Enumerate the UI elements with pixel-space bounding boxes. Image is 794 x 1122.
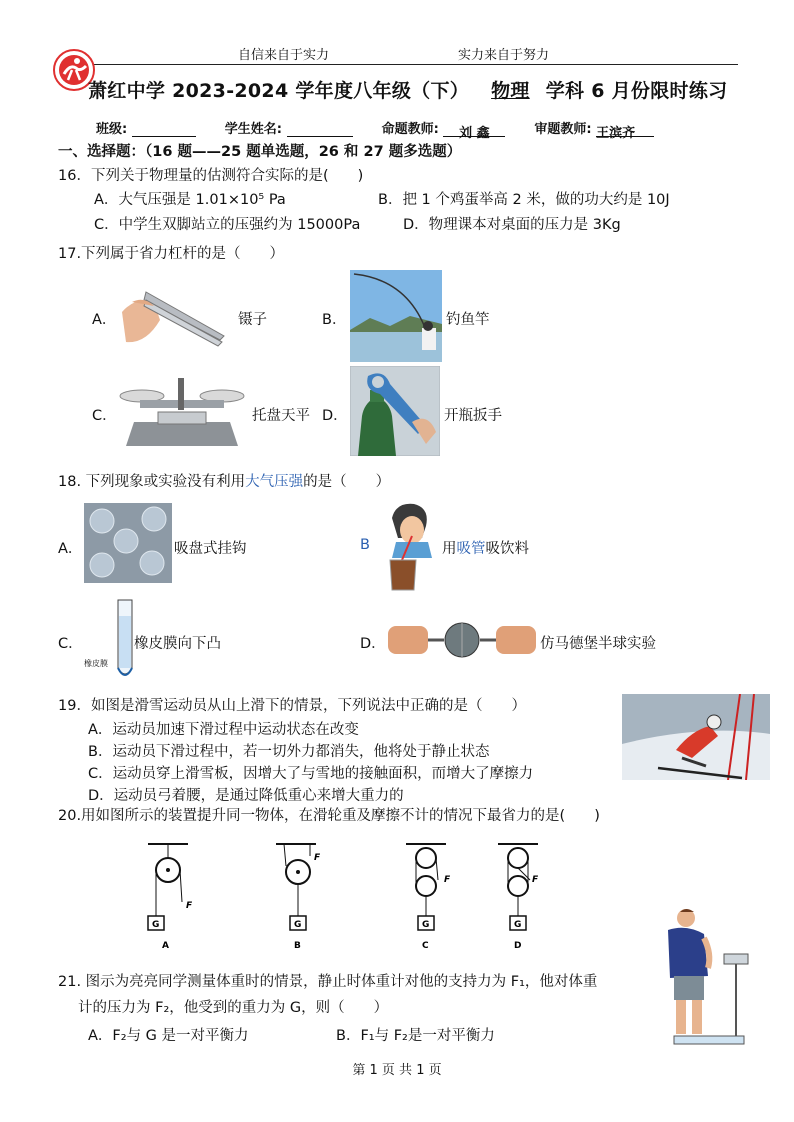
q16-option-d: D．物理课本对桌面的压力是 3Kg bbox=[403, 217, 621, 233]
motto-left: 自信来自于实力 bbox=[238, 48, 330, 63]
q19-option-b: B．运动员下滑过程中，若一切外力都消失，他将处于静止状态 bbox=[88, 744, 490, 760]
pulley-b-force: F bbox=[314, 853, 321, 863]
page-title bbox=[88, 76, 727, 103]
pulley-c-label: C bbox=[422, 941, 429, 951]
name-field[interactable] bbox=[287, 122, 353, 137]
q18-a-letter: A． bbox=[58, 541, 83, 557]
page-footer: 第 1 页 共 1 页 bbox=[352, 1063, 442, 1078]
q18-stem-highlight: 大气压强 bbox=[245, 474, 304, 490]
q18-c-label: 橡皮膜向下凸 bbox=[134, 636, 221, 652]
suction-hooks-image bbox=[84, 503, 172, 583]
setter-label: 命题教师: bbox=[381, 122, 439, 137]
pulley-b-label: B bbox=[294, 941, 301, 951]
q19-option-c: C．运动员穿上滑雪板，因增大了与雪地的接触面积，而增大了摩擦力 bbox=[88, 766, 534, 782]
pulley-diagram-d bbox=[498, 844, 538, 930]
pulley-d-weight: G bbox=[514, 920, 522, 930]
pulley-diagram-c bbox=[406, 844, 446, 930]
class-field[interactable] bbox=[132, 122, 196, 137]
skier-image bbox=[622, 694, 770, 780]
tweezers-image bbox=[116, 272, 230, 362]
motto-right: 实力来自于努力 bbox=[458, 48, 550, 63]
q21-option-b: B．F₁与 F₂是一对平衡力 bbox=[336, 1028, 495, 1044]
q17-stem: 17.下列属于省力杠杆的是（ ） bbox=[58, 246, 285, 262]
q21-line1: 21. 图示为亮亮同学测量体重时的情景，静止时体重计对他的支持力为 F₁，他对体重 bbox=[58, 974, 598, 990]
weighing-scale-image bbox=[656, 904, 752, 1050]
reviewer-name: 王滨齐 bbox=[596, 122, 654, 137]
header-rule bbox=[60, 64, 738, 65]
q17-c-letter: C． bbox=[92, 408, 117, 424]
q18-b-label bbox=[442, 537, 529, 558]
q18-stem-post: 的是（ ） bbox=[303, 474, 391, 490]
q20-stem: 20.用如图所示的装置提升同一物体，在滑轮重及摩擦不计的情况下最省力的是( ) bbox=[58, 808, 600, 824]
q21-option-a: A．F₂与 G 是一对平衡力 bbox=[88, 1028, 249, 1044]
section-title: 一、选择题：（16 题——25 题单选题，26 和 27 题多选题） bbox=[58, 144, 462, 160]
q17-b-letter: B． bbox=[322, 312, 347, 328]
pulley-diagram-b bbox=[276, 844, 316, 930]
straw-drinking-image bbox=[382, 498, 438, 592]
fishing-rod-image bbox=[350, 270, 442, 362]
magdeburg-hemispheres-image bbox=[388, 620, 536, 660]
q16-option-c: C．中学生双脚站立的压强约为 15000Pa bbox=[94, 217, 361, 233]
pulley-a-label: A bbox=[162, 941, 169, 951]
setter-name: 刘 鑫 bbox=[443, 122, 505, 137]
title-pre: 萧红中学 2023-2024 学年度八年级（下） bbox=[88, 80, 470, 102]
pulley-a-force: F bbox=[186, 901, 193, 911]
q16-option-a: A．大气压强是 1.01×10⁵ Pa bbox=[94, 192, 286, 208]
pulley-c-weight: G bbox=[422, 920, 430, 930]
q18-c-letter: C． bbox=[58, 636, 83, 652]
q17-a-label: 镊子 bbox=[238, 312, 267, 328]
q17-d-label: 开瓶扳手 bbox=[444, 408, 502, 424]
q18-c-tag: 橡皮膜 bbox=[84, 659, 108, 668]
pulley-d-label: D bbox=[514, 941, 522, 951]
q21-line2: 计的压力为 F₂，他受到的重力为 G，则（ ） bbox=[78, 1000, 389, 1016]
q17-a-letter: A． bbox=[92, 312, 117, 328]
q17-c-label: 托盘天平 bbox=[252, 408, 310, 424]
q16-option-b: B．把 1 个鸡蛋举高 2 米，做的功大约是 10J bbox=[378, 192, 670, 208]
info-row bbox=[96, 118, 654, 141]
q18-b-label-highlight: 吸管 bbox=[456, 541, 486, 557]
pulley-a-weight: G bbox=[152, 920, 160, 930]
pulley-diagrams bbox=[142, 836, 542, 960]
name-label: 学生姓名: bbox=[224, 122, 282, 137]
q17-d-letter: D． bbox=[322, 408, 348, 424]
q17-b-label: 钓鱼竿 bbox=[446, 312, 490, 328]
bottle-opener-image bbox=[350, 366, 440, 456]
reviewer-label: 审题教师: bbox=[534, 122, 592, 137]
q19-stem: 19．如图是滑雪运动员从山上滑下的情景，下列说法中正确的是（ ） bbox=[58, 698, 526, 714]
q18-b-label-pre: 用 bbox=[442, 541, 457, 557]
pulley-b-weight: G bbox=[294, 920, 302, 930]
class-label: 班级: bbox=[96, 122, 128, 137]
pulley-c-force: F bbox=[444, 875, 451, 885]
q18-b-letter: B bbox=[360, 537, 370, 553]
q18-stem-pre: 18. 下列现象或实验没有利用 bbox=[58, 474, 246, 490]
balance-image bbox=[118, 372, 246, 452]
title-post: 学科 6 月份限时练习 bbox=[545, 80, 728, 102]
q19-option-d: D．运动员弓着腰，是通过降低重心来增大重力的 bbox=[88, 788, 404, 804]
q18-stem bbox=[58, 470, 390, 491]
q18-d-letter: D． bbox=[360, 636, 386, 652]
pulley-diagram-a bbox=[148, 844, 188, 930]
pulley-d-force: F bbox=[532, 875, 539, 885]
q18-d-label: 仿马德堡半球实验 bbox=[540, 636, 656, 652]
q16-stem: 16．下列关于物理量的估测符合实际的是( ) bbox=[58, 168, 364, 184]
q19-option-a: A．运动员加速下滑过程中运动状态在改变 bbox=[88, 722, 359, 738]
q18-a-label: 吸盘式挂钩 bbox=[174, 541, 247, 557]
q18-b-label-post: 吸饮料 bbox=[485, 541, 529, 557]
title-subject: 物理 bbox=[491, 80, 530, 102]
